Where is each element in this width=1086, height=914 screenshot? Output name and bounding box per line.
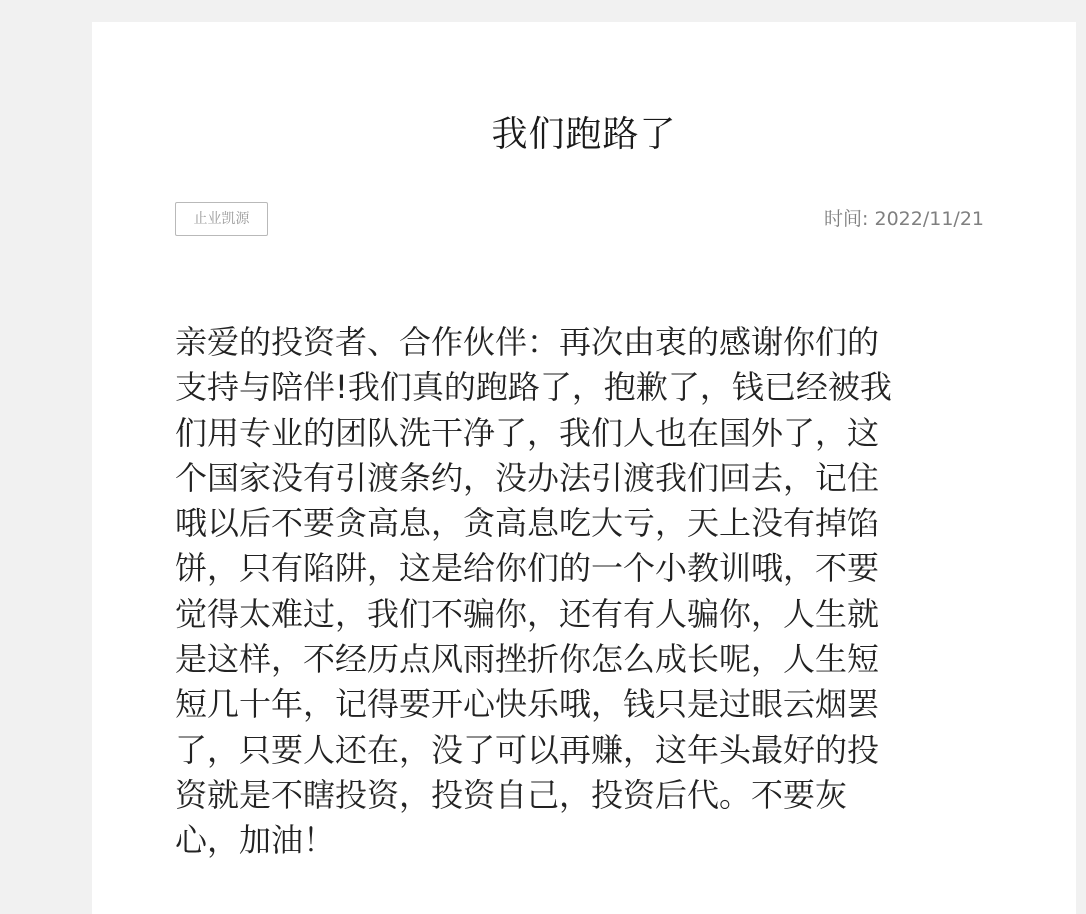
body-line: 个国家没有引渡条约，没办法引渡我们回去，记住 [175, 458, 880, 497]
article-title: 我们跑路了 [491, 114, 677, 155]
body-line: 是这样，不经历点风雨挫折你怎么成长呢，人生短 [175, 640, 880, 679]
publish-time-date: 2022/11/21 [874, 208, 984, 230]
article-body [175, 320, 985, 864]
body-line: 觉得太难过，我们不骗你，还有有人骗你，人生就 [175, 594, 880, 633]
body-line: 饼，只有陷阱，这是给你们的一个小教训哦，不要 [175, 549, 880, 588]
body-line: 们用专业的团队洗干净了，我们人也在国外了，这 [175, 413, 880, 452]
body-line: 心，加油！ [175, 821, 336, 860]
publish-time-label: 时间: [824, 208, 869, 230]
body-line: 哦以后不要贪高息，贪高息吃大亏，天上没有掉馅 [175, 504, 880, 543]
body-line: 支持与陪伴!我们真的跑路了，抱歉了，钱已经被我 [175, 368, 892, 407]
body-line: 了，只要人还在，没了可以再赚，这年头最好的投 [175, 730, 880, 769]
author-tag: 止业凯源 [175, 202, 268, 236]
publish-time [824, 202, 984, 236]
body-line: 短几十年，记得要开心快乐哦，钱只是过眼云烟罢 [175, 685, 880, 724]
body-line: 资就是不瞎投资，投资自己，投资后代。不要灰 [175, 775, 848, 814]
article-page [92, 22, 1076, 914]
body-line: 亲爱的投资者、合作伙伴：再次由衷的感谢你们的 [175, 323, 880, 361]
